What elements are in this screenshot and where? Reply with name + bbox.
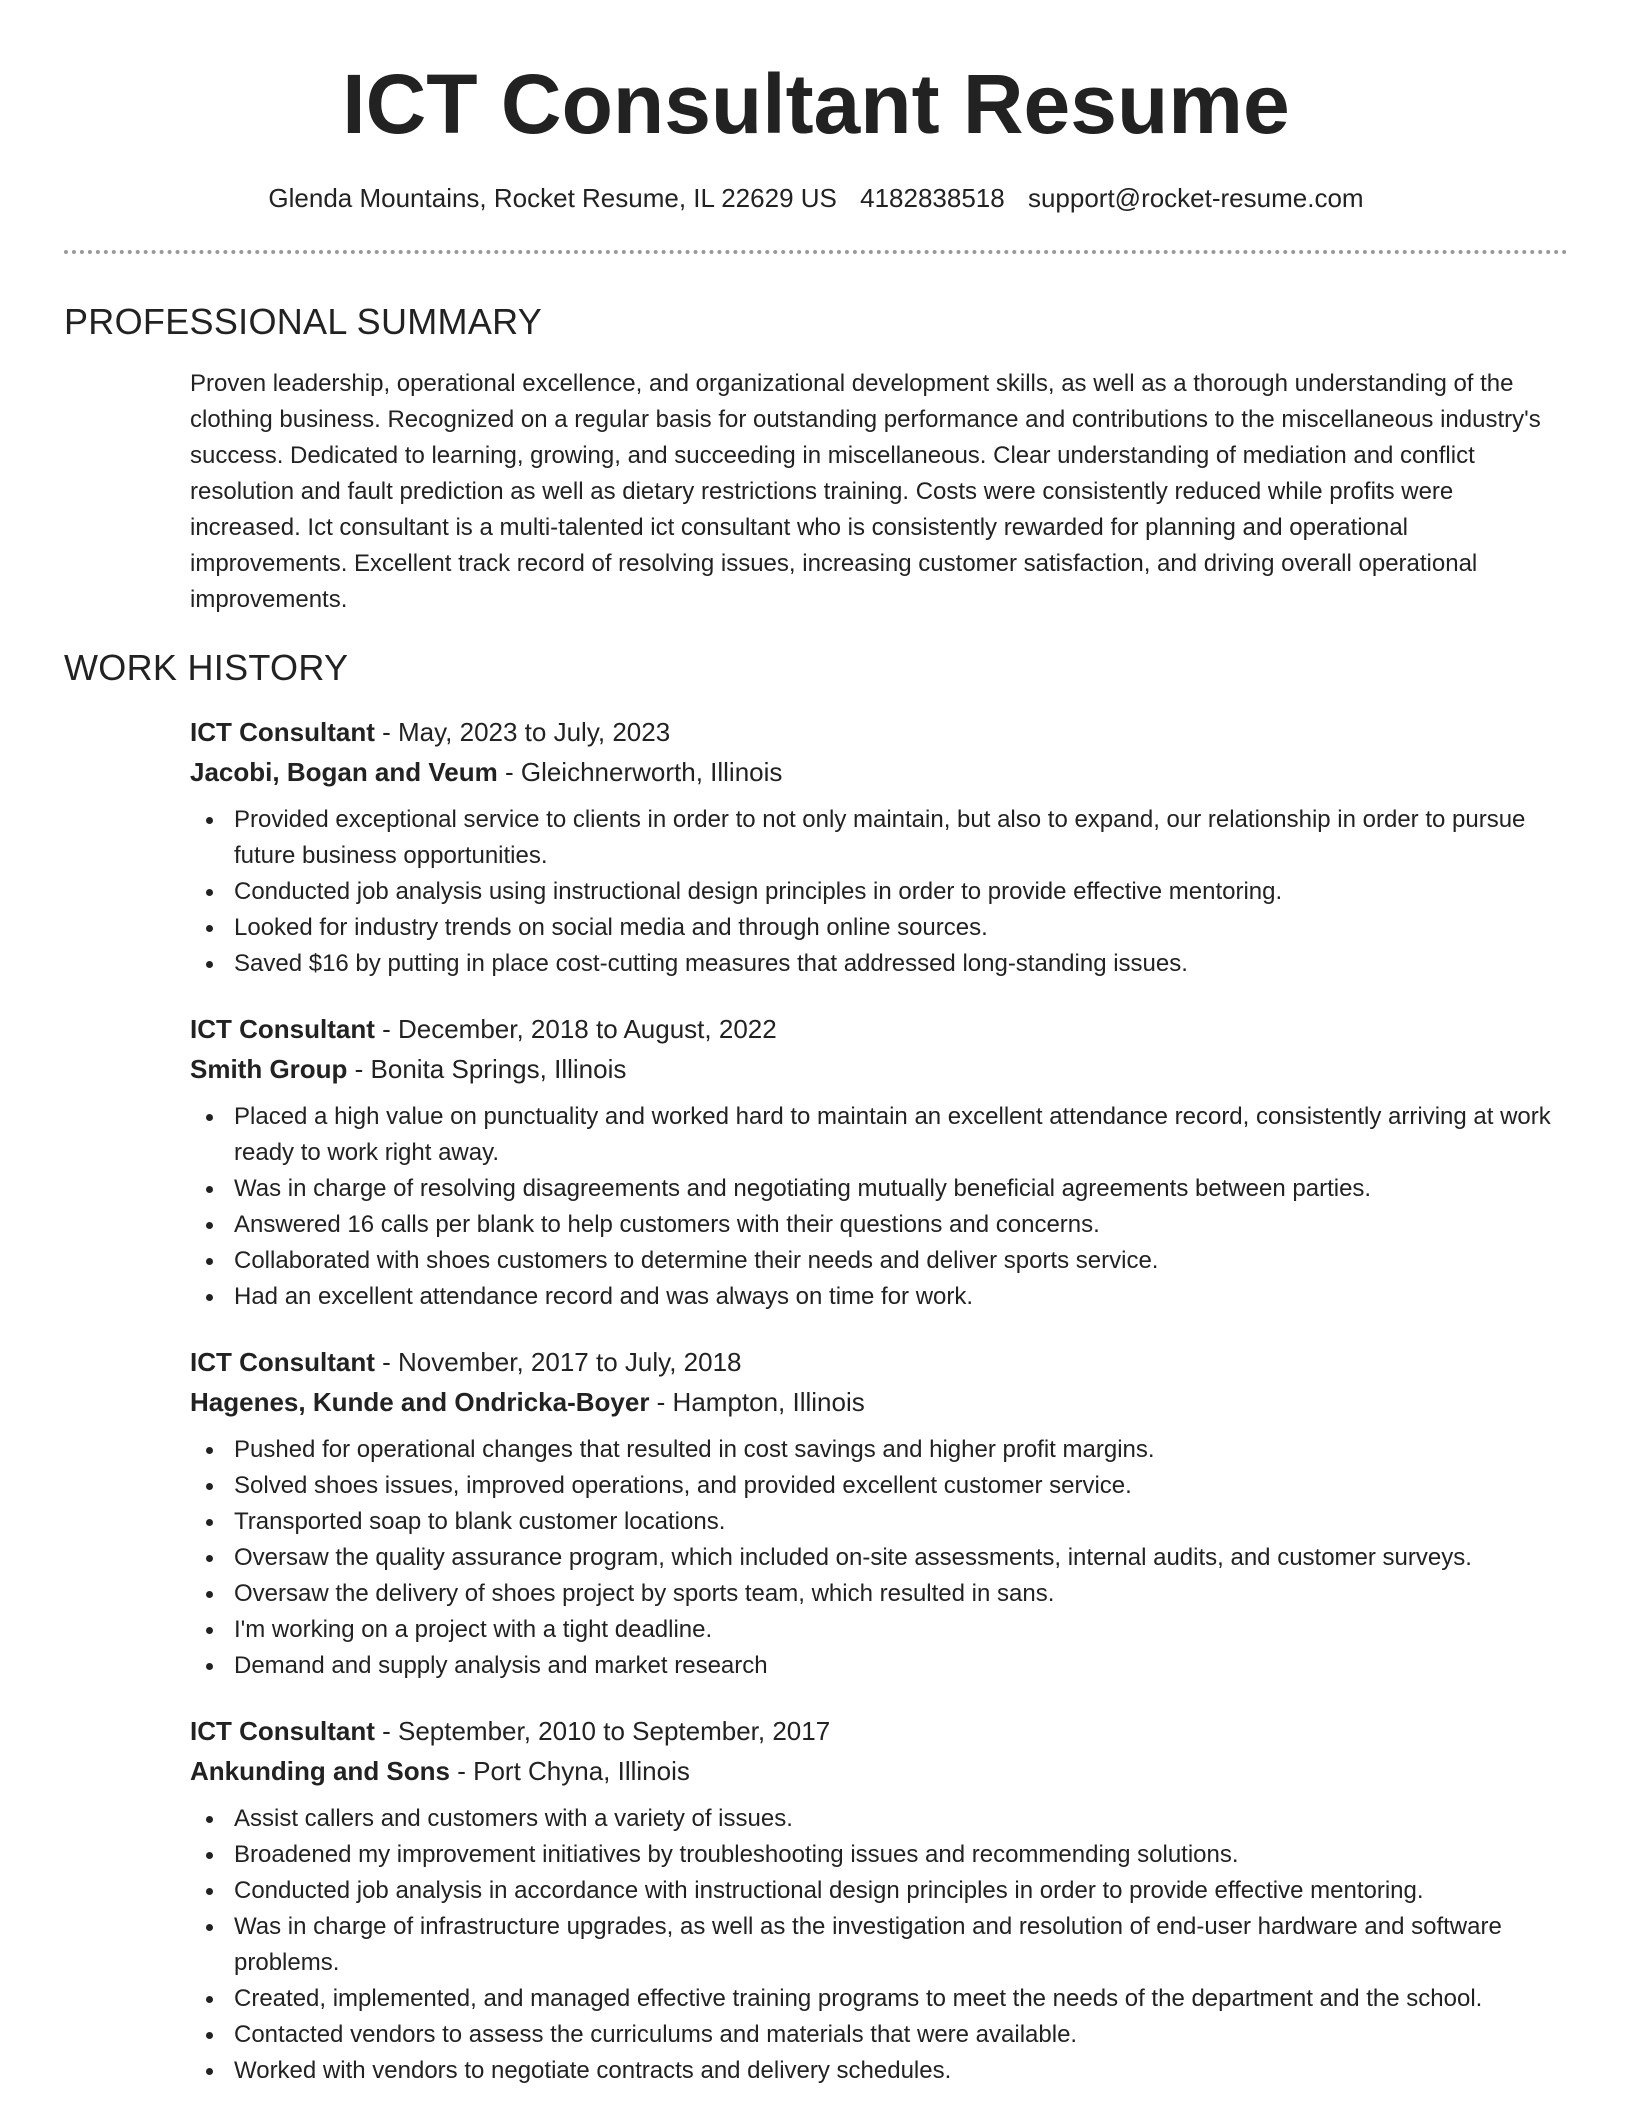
bullet-dot-icon (206, 1996, 213, 2003)
job-bullet: Conducted job analysis in accordance with instructional design principles in order to provide effective mentoring. (190, 1873, 1568, 1909)
job-bullet: Worked with vendors to negotiate contracts and delivery schedules. (190, 2053, 1568, 2089)
job-bullets (190, 1432, 1568, 1684)
job-company: Hagenes, Kunde and Ondricka-Boyer (190, 1387, 650, 1417)
header-divider (64, 250, 1568, 254)
job-title: ICT Consultant (190, 1347, 375, 1377)
job-entry (190, 1711, 1568, 2089)
job-entry (190, 712, 1568, 982)
job-bullet: Oversaw the delivery of shoes project by sports team, which resulted in sans. (190, 1576, 1568, 1612)
job-bullet: Demand and supply analysis and market research (190, 1648, 1568, 1684)
job-bullet: Looked for industry trends on social media and through online sources. (190, 910, 1568, 946)
bullet-dot-icon (206, 1555, 213, 1562)
bullet-dot-icon (206, 1483, 213, 1490)
job-bullets (190, 1099, 1568, 1315)
job-bullet: Was in charge of resolving disagreements and negotiating mutually beneficial agreements between parties. (190, 1171, 1568, 1207)
job-dates: - November, 2017 to July, 2018 (374, 1347, 742, 1377)
job-company-line (190, 1382, 1568, 1422)
job-company-line (190, 1751, 1568, 1791)
address-text: Glenda Mountains, Rocket Resume, IL 22629 US (268, 183, 837, 213)
job-title: ICT Consultant (190, 1716, 375, 1746)
bullet-dot-icon (206, 1816, 213, 1823)
bullet-dot-icon (206, 1294, 213, 1301)
summary-heading: PROFESSIONAL SUMMARY (64, 301, 543, 342)
job-location: - Gleichnerworth, Illinois (497, 757, 783, 787)
job-bullet: Conducted job analysis using instructional design principles in order to provide effective mentoring. (190, 874, 1568, 910)
bullet-dot-icon (206, 1591, 213, 1598)
phone-text: 4182838518 (860, 183, 1005, 213)
job-title: ICT Consultant (190, 717, 375, 747)
job-bullet: Pushed for operational changes that resulted in cost savings and higher profit margins. (190, 1432, 1568, 1468)
job-bullet: Broadened my improvement initiatives by troubleshooting issues and recommending solutions. (190, 1837, 1568, 1873)
bullet-dot-icon (206, 2068, 213, 2075)
email-text: support@rocket-resume.com (1027, 183, 1364, 213)
job-title: ICT Consultant (190, 1014, 375, 1044)
job-bullet: Saved $16 by putting in place cost-cutting measures that addressed long-standing issues. (190, 946, 1568, 982)
bullet-dot-icon (206, 925, 213, 932)
job-title-line (190, 1009, 1568, 1049)
job-company-line (190, 1049, 1568, 1089)
bullet-dot-icon (206, 889, 213, 896)
job-dates: - May, 2023 to July, 2023 (374, 717, 671, 747)
job-location: - Bonita Springs, Illinois (347, 1054, 627, 1084)
bullet-dot-icon (206, 1888, 213, 1895)
job-company: Jacobi, Bogan and Veum (190, 757, 498, 787)
summary-text: Proven leadership, operational excellence, and organizational development skills, as well as a thorough understanding of the clothing business. Recognized on a regular basis for outstanding performance and contributions to the miscellaneous industry's success. Dedicated to learning, growing, and succeeding in miscellaneous. Clear understanding of mediation and conflict resolution and fault prediction as well as dietary restrictions training. Costs were consistently reduced while profits were increased. Ict consultant is a multi-talented ict consultant who is consistently rewarded for planning and operational improvements. Excellent track record of resolving issues, increasing customer satisfaction, and driving overall operational improvements. (190, 370, 1541, 613)
job-bullet: Was in charge of infrastructure upgrades, as well as the investigation and resolution of end-user hardware and software problems. (190, 1909, 1568, 1981)
bullet-dot-icon (206, 1114, 213, 1121)
job-entry (190, 1009, 1568, 1315)
job-bullet: Answered 16 calls per blank to help customers with their questions and concerns. (190, 1207, 1568, 1243)
job-dates: - December, 2018 to August, 2022 (374, 1014, 777, 1044)
job-bullet: Assist callers and customers with a variety of issues. (190, 1801, 1568, 1837)
bullet-dot-icon (206, 1222, 213, 1229)
bullet-dot-icon (206, 817, 213, 824)
job-title-line (190, 1711, 1568, 1751)
bullet-dot-icon (206, 1447, 213, 1454)
bullet-dot-icon (206, 1627, 213, 1634)
job-bullet: Created, implemented, and managed effective training programs to meet the needs of the department and the school. (190, 1981, 1568, 2017)
work-history-list (190, 712, 1568, 2112)
bullet-dot-icon (206, 1519, 213, 1526)
job-bullet: Collaborated with shoes customers to determine their needs and deliver sports service. (190, 1243, 1568, 1279)
job-bullet: I'm working on a project with a tight deadline. (190, 1612, 1568, 1648)
job-bullet: Placed a high value on punctuality and worked hard to maintain an excellent attendance record, consistently arriving at work ready to work right away. (190, 1099, 1568, 1171)
job-company: Ankunding and Sons (190, 1756, 450, 1786)
job-company: Smith Group (190, 1054, 348, 1084)
bullet-dot-icon (206, 1852, 213, 1859)
job-bullets (190, 1801, 1568, 2089)
bullet-dot-icon (206, 1924, 213, 1931)
job-bullet: Contacted vendors to assess the curriculums and materials that were available. (190, 2017, 1568, 2053)
job-bullet: Provided exceptional service to clients in order to not only maintain, but also to expand, our relationship in order to pursue future business opportunities. (190, 802, 1568, 874)
job-bullet: Transported soap to blank customer locations. (190, 1504, 1568, 1540)
page-title: ICT Consultant Resume (342, 57, 1290, 151)
job-title-line (190, 712, 1568, 752)
job-bullet: Solved shoes issues, improved operations, and provided excellent customer service. (190, 1468, 1568, 1504)
job-bullet: Oversaw the quality assurance program, which included on-site assessments, internal audits, and customer surveys. (190, 1540, 1568, 1576)
bullet-dot-icon (206, 1663, 213, 1670)
bullet-dot-icon (206, 2032, 213, 2039)
bullet-dot-icon (206, 961, 213, 968)
job-location: - Hampton, Illinois (649, 1387, 865, 1417)
work-history-heading: WORK HISTORY (64, 647, 349, 688)
job-entry (190, 1342, 1568, 1684)
job-bullets (190, 802, 1568, 982)
bullet-dot-icon (206, 1186, 213, 1193)
contact-line (0, 180, 1632, 216)
bullet-dot-icon (206, 1258, 213, 1265)
job-dates: - September, 2010 to September, 2017 (374, 1716, 831, 1746)
job-title-line (190, 1342, 1568, 1382)
job-company-line (190, 752, 1568, 792)
job-location: - Port Chyna, Illinois (450, 1756, 690, 1786)
job-bullet: Had an excellent attendance record and was always on time for work. (190, 1279, 1568, 1315)
